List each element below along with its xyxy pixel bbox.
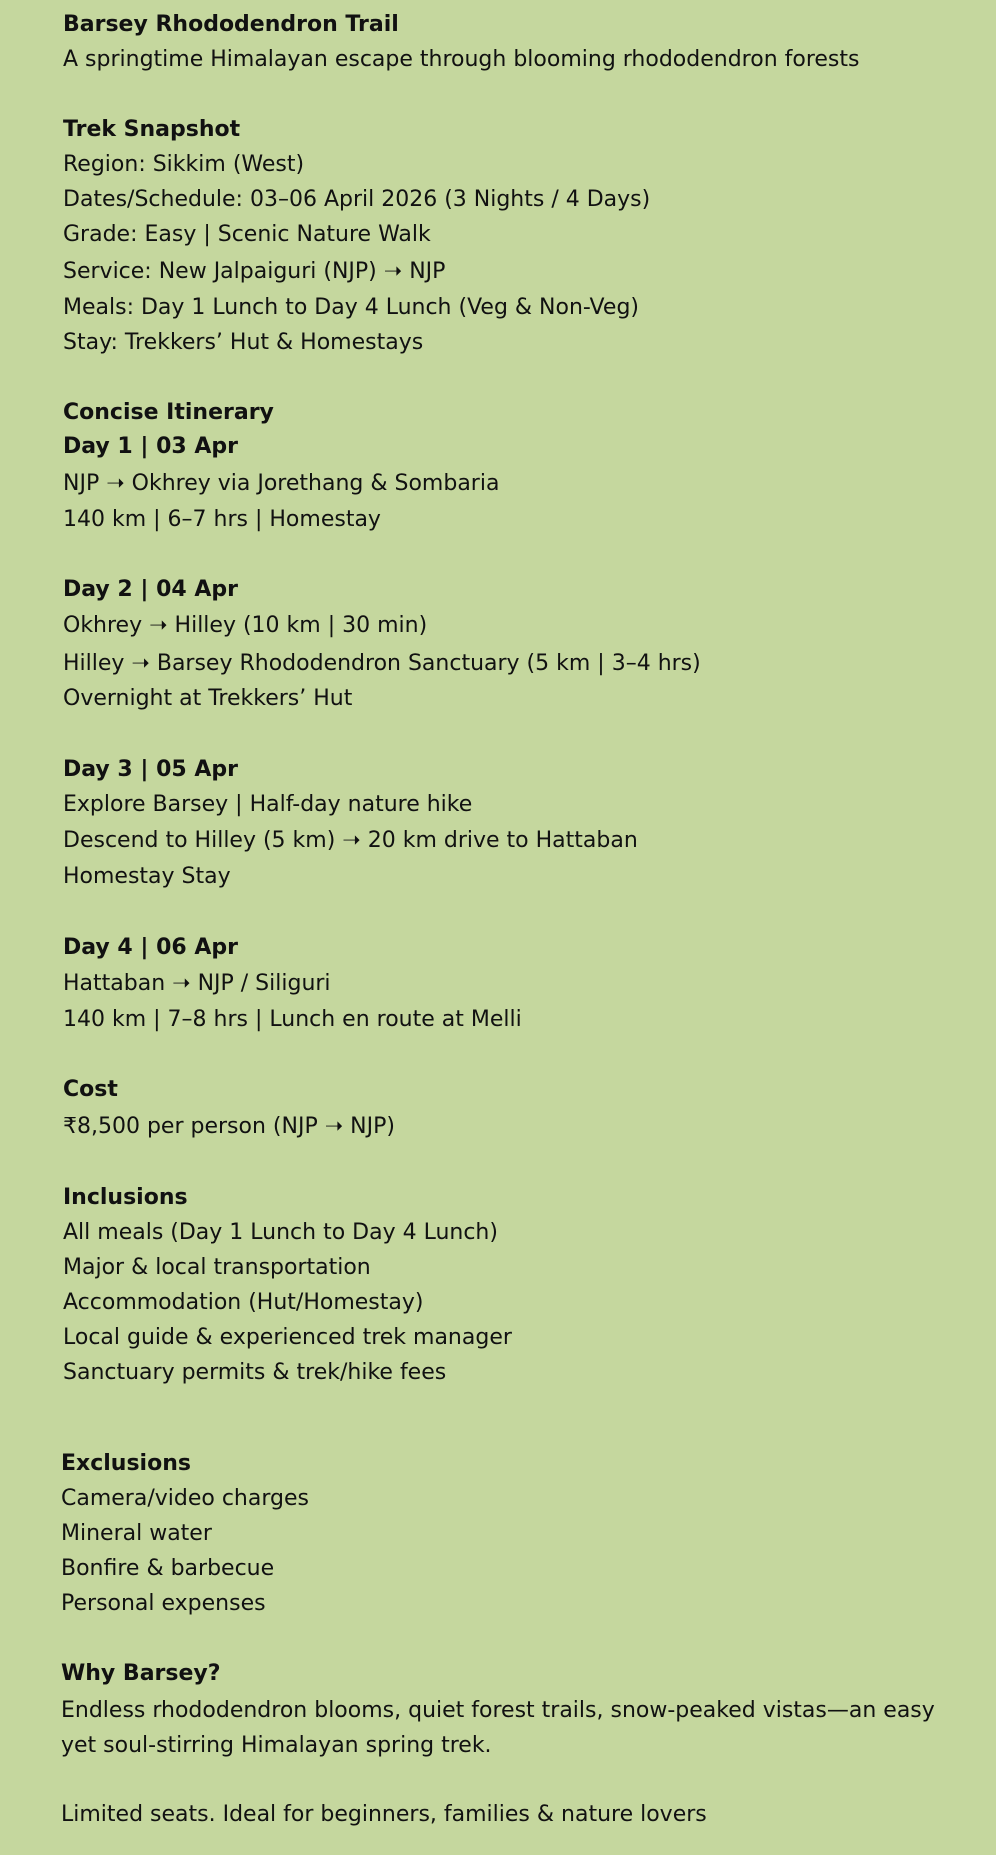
- exclusion-item: Mineral water: [61, 1521, 212, 1546]
- footer-note: Limited seats. Ideal for beginners, families & nature lovers: [61, 1802, 707, 1827]
- exclusions-heading: Exclusions: [61, 1451, 191, 1476]
- inclusions-heading: Inclusions: [63, 1185, 188, 1210]
- snapshot-meals: Meals: Day 1 Lunch to Day 4 Lunch (Veg & Non-Veg): [63, 295, 639, 320]
- day-3-title: Day 3 | 05 Apr: [63, 757, 238, 782]
- day-4-line-1: Hattaban ➝ NJP / Siliguri: [63, 971, 331, 996]
- trail-title: Barsey Rhododendron Trail: [63, 12, 399, 37]
- day-1-title: Day 1 | 03 Apr: [63, 434, 238, 459]
- day-4-title: Day 4 | 06 Apr: [63, 935, 238, 960]
- inclusion-item: Local guide & experienced trek manager: [63, 1325, 512, 1350]
- cost-value: ₹8,500 per person (NJP ➝ NJP): [63, 1114, 395, 1139]
- snapshot-stay: Stay: Trekkers’ Hut & Homestays: [63, 330, 424, 355]
- exclusion-item: Personal expenses: [61, 1591, 266, 1616]
- day-2-line-1: Okhrey ➝ Hilley (10 km | 30 min): [63, 613, 428, 638]
- inclusion-item: Accommodation (Hut/Homestay): [63, 1290, 424, 1315]
- why-text: Endless rhododendron blooms, quiet forest trails, snow-peaked vistas—an easy yet soul-stirring Himalayan spring trek.: [61, 1698, 935, 1758]
- exclusion-item: Bonfire & barbecue: [61, 1556, 275, 1581]
- exclusion-item: Camera/video charges: [61, 1486, 309, 1511]
- snapshot-grade: Grade: Easy | Scenic Nature Walk: [63, 222, 431, 247]
- day-2-line-2: Hilley ➝ Barsey Rhododendron Sanctuary (5 km | 3–4 hrs): [63, 651, 701, 676]
- day-2-title: Day 2 | 04 Apr: [63, 577, 238, 602]
- day-1-line-1: NJP ➝ Okhrey via Jorethang & Sombaria: [63, 471, 500, 496]
- day-3-line-1: Explore Barsey | Half-day nature hike: [63, 792, 473, 817]
- snapshot-heading: Trek Snapshot: [63, 117, 241, 142]
- snapshot-region: Region: Sikkim (West): [63, 152, 305, 177]
- day-1-line-2: 140 km | 6–7 hrs | Homestay: [63, 507, 381, 532]
- itinerary-heading: Concise Itinerary: [63, 400, 274, 425]
- cost-heading: Cost: [63, 1077, 118, 1102]
- day-4-line-2: 140 km | 7–8 hrs | Lunch en route at Melli: [63, 1007, 522, 1032]
- day-3-line-3: Homestay Stay: [63, 864, 231, 889]
- inclusion-item: Major & local transportation: [63, 1255, 371, 1280]
- day-3-line-2: Descend to Hilley (5 km) ➝ 20 km drive to Hattaban: [63, 828, 638, 853]
- why-heading: Why Barsey?: [61, 1661, 221, 1686]
- snapshot-service: Service: New Jalpaiguri (NJP) ➝ NJP: [63, 259, 446, 284]
- snapshot-dates: Dates/Schedule: 03–06 April 2026 (3 Nights / 4 Days): [63, 187, 651, 212]
- day-2-line-3: Overnight at Trekkers’ Hut: [63, 686, 353, 711]
- trail-subtitle: A springtime Himalayan escape through blooming rhododendron forests: [63, 47, 860, 72]
- inclusion-item: All meals (Day 1 Lunch to Day 4 Lunch): [63, 1220, 498, 1245]
- inclusion-item: Sanctuary permits & trek/hike fees: [63, 1360, 447, 1385]
